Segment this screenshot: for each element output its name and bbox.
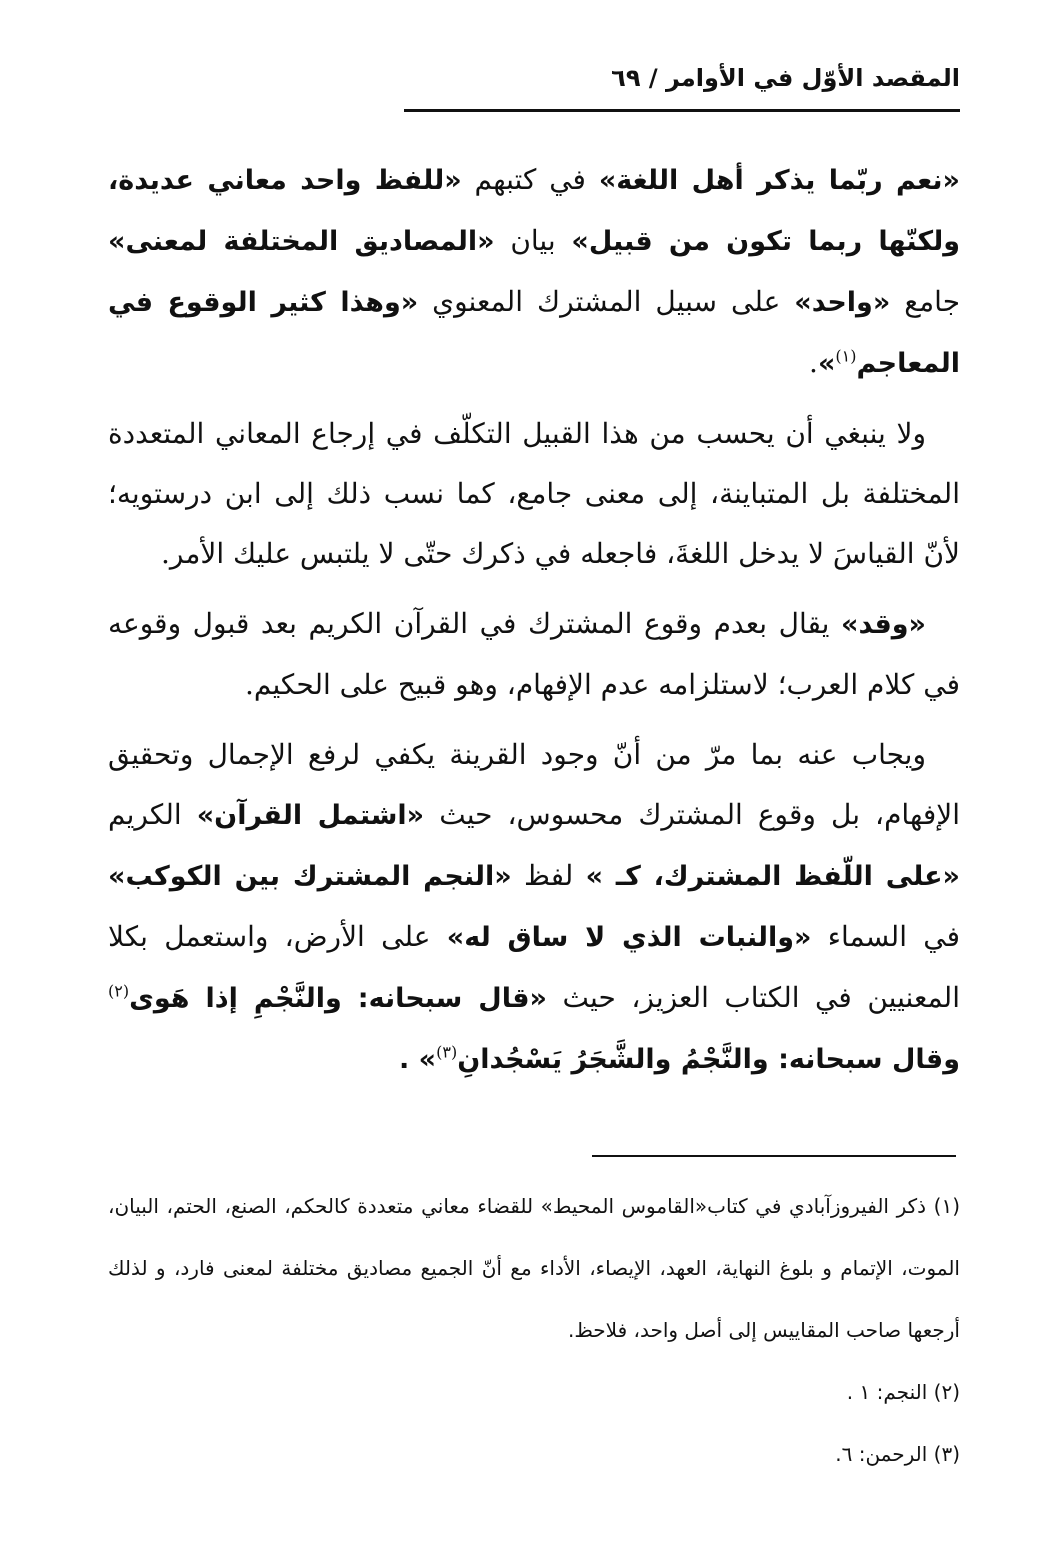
- quote: «على اللّفظ المشترك، كـ »: [585, 861, 960, 892]
- quote: وقال سبحانه: والنَّجْمُ والشَّجَرُ يَسْجُدانِ: [457, 1044, 960, 1075]
- text: لفظ: [511, 859, 586, 892]
- text: في كتبهم: [461, 163, 599, 196]
- text: على الأرض، واستعمل بكلا المعنيين في الكتاب العزيز، حيث: [108, 920, 960, 1014]
- text: على سبيل المشترك المعنوي: [418, 285, 795, 318]
- quote-end: »: [817, 348, 836, 379]
- paragraph-3: [108, 594, 960, 715]
- quote: «النجم المشترك بين الكوكب»: [108, 861, 512, 892]
- footnote-3: (٣) الرحمن: ٦.: [835, 1442, 960, 1466]
- text: يقال بعدم وقوع المشترك في القرآن الكريم بعد قبول وقوعه في كلام العرب؛ لاستلزامه عدم الإفهام، وهو قبيح على الحكيم.: [108, 607, 960, 701]
- text: .: [809, 346, 818, 379]
- quote: «وقد»: [841, 609, 926, 640]
- footnote-1: (١) ذكر الفيروزآبادي في كتاب«القاموس المحيط» للقضاء معاني متعددة كالحكم، الصنع، الحتم، البيان، الموت، الإتمام و بلوغ النهاية، العهد، الإيصاء، الأداء مع أنّ الجميع مصاديق مختلفة لمعنى فارد، و لذلك أرجعها صاحب المقاييس إلى أصل واحد، فلاحظ.: [108, 1194, 960, 1342]
- quote: «قال سبحانه: والنَّجْمِ إذا هَوى: [129, 983, 547, 1014]
- quote: «للفظ واحد معاني عديدة، ولكنّها ربما تكون من قبيل»: [108, 165, 961, 257]
- paragraph-2: ولا ينبغي أن يحسب من هذا القبيل التكلّف في إرجاع المعاني المتعددة المختلفة بل المتباينة، إلى معنى جامع، كما نسب ذلك إلى ابن درستويه؛ لأنّ القياسَ لا يدخل اللغةَ، فاجعله في ذكرك حتّى لا يلتبس عليك الأمر.: [108, 417, 960, 570]
- footnote-2: (٢) النجم: ١ .: [846, 1380, 960, 1404]
- main-text: [108, 150, 960, 1100]
- quote: «اشتمل القرآن»: [196, 800, 425, 831]
- quote: «واحد»: [794, 287, 891, 318]
- footnote-marker-3: (٣): [436, 1042, 458, 1062]
- footnote-marker-2: (٢): [108, 981, 130, 1001]
- footnote-marker-1: (١): [835, 346, 857, 366]
- quote: «والنبات الذي لا ساق له»: [446, 922, 812, 953]
- text: جامع: [890, 285, 961, 318]
- text: الكريم: [108, 798, 197, 831]
- text: في السماء: [811, 920, 960, 953]
- running-title: المقصد الأوّل في الأوامر / ٦٩: [611, 64, 960, 92]
- text: ويجاب عنه بما مرّ من أنّ وجود القرينة يكفي لرفع الإجمال وتحقيق الإفهام، بل وقوع المشترك محسوس، حيث: [108, 738, 960, 831]
- paragraph-1: [108, 150, 960, 394]
- paragraph-4: [108, 725, 960, 1090]
- quote: «وهذا كثير الوقوع في المعاجم: [108, 287, 960, 379]
- quote-end: » .: [398, 1044, 437, 1075]
- running-header: [404, 60, 960, 112]
- footnote-divider: [592, 1155, 956, 1157]
- text: بيان: [494, 224, 572, 257]
- quote: «نعم ربّما يذكر أهل اللغة»: [598, 165, 960, 196]
- quote: «المصاديق المختلفة لمعنى»: [108, 226, 495, 257]
- footnotes: [108, 1175, 960, 1485]
